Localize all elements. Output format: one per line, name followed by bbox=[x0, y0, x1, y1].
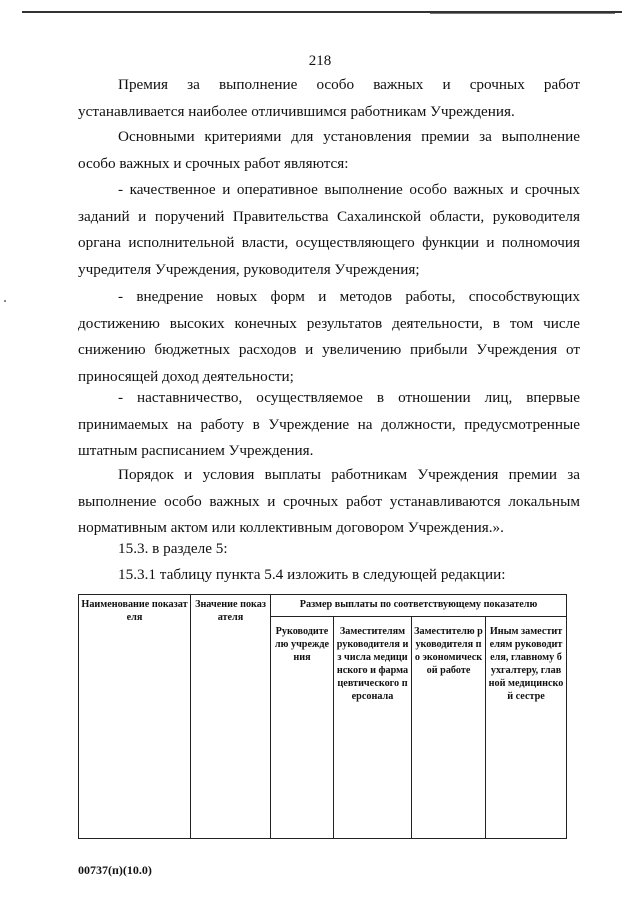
header-indicator-name: Наименование показателя bbox=[79, 595, 191, 839]
scan-margin-mark bbox=[4, 300, 6, 302]
header-head-of-institution: Руководителю учреждения bbox=[271, 617, 334, 839]
paragraph-bonus-intro: Премия за выполнение особо важных и срочных работ устанавливается наиболее отличившимся работникам Учреждения. bbox=[78, 76, 580, 120]
paragraph-payment-order: Порядок и условия выплаты работникам Учреждения премии за выполнение особо важных и срочных работ устанавливаются локальным нормативным актом или коллективным договором Учреждения.». bbox=[78, 466, 580, 537]
paragraph-criteria-intro: Основными критериями для установления премии за выполнение особо важных и срочных работ являются: bbox=[78, 128, 580, 172]
header-economic-deputy: Заместителю руководителя по экономической работе bbox=[412, 617, 486, 839]
header-other-deputies: Иным заместителям руководителя, главному бухгалтеру, главной медицинской сестре bbox=[486, 617, 567, 839]
header-indicator-value: Значение показателя bbox=[191, 595, 271, 839]
payment-table bbox=[78, 594, 567, 839]
table-intro: 15.3.1 таблицу пункта 5.4 изложить в следующей редакции: bbox=[118, 566, 506, 583]
header-medical-deputies: Заместителям руководителя из числа медицинского и фармацевтического персонала bbox=[334, 617, 412, 839]
page-number: 218 bbox=[308, 53, 332, 69]
paragraph-criterion-1: - качественное и оперативное выполнение особо важных и срочных заданий и поручений Правительства Сахалинской области, руководителя органа исполнительной власти, осуществляющего функции и полномочия учредителя Учреждения, руководителя Учреждения; bbox=[78, 181, 580, 278]
footer-code: 00737(п)(10.0) bbox=[78, 863, 152, 877]
scan-top-rule-secondary bbox=[430, 13, 615, 14]
section-line: 15.3. в разделе 5: bbox=[118, 540, 228, 557]
header-payment-size: Размер выплаты по соответствующему показателю bbox=[271, 595, 567, 617]
paragraph-criterion-2: - внедрение новых форм и методов работы, способствующих достижению высоких конечных результатов деятельности, в том числе снижению бюджетных расходов и увеличению прибыли Учреждения от приносящей доход деятельности; bbox=[78, 288, 580, 385]
paragraph-criterion-3: - наставничество, осуществляемое в отношении лиц, впервые принимаемых на работу в Учреждение на должности, предусмотренные штатным расписанием Учреждения. bbox=[78, 389, 580, 460]
